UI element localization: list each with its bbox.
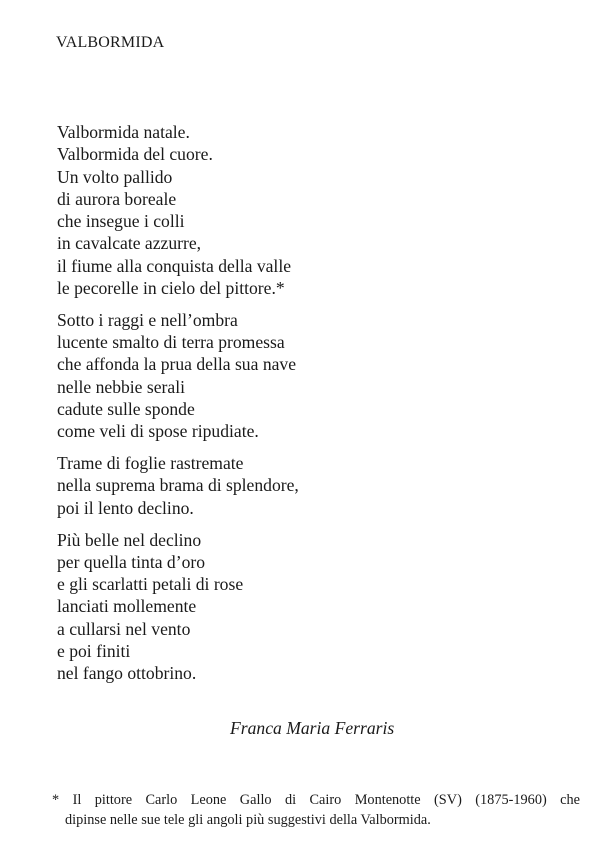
footnote-line-1: * Il pittore Carlo Leone Gallo di Cairo Montenotte (SV) (1875-1960) che [52, 792, 580, 808]
poem-line: in cavalcate azzurre, [57, 233, 202, 254]
poem-line: lucente smalto di terra promessa [57, 332, 285, 353]
poem-line: Sotto i raggi e nell’ombra [57, 309, 238, 330]
poem-line: a cullarsi nel vento [57, 618, 191, 639]
poem-line: lanciati mollemente [57, 596, 197, 617]
stanza-3 [57, 452, 477, 519]
poem-line: nella suprema brama di splendore, [57, 475, 299, 496]
stanza-1 [57, 121, 477, 299]
poem-line: cadute sulle sponde [57, 399, 195, 420]
stanza-2 [57, 309, 477, 443]
poem-line: per quella tinta d’oro [57, 551, 206, 572]
poem-line: come veli di spose ripudiate. [57, 421, 259, 442]
poem-line: Valbormida natale. [57, 122, 190, 142]
poem-line: che insegue i colli [57, 211, 185, 232]
poem-line: di aurora boreale [57, 188, 177, 209]
poem-line: Valbormida del cuore. [57, 144, 213, 165]
footnote [52, 791, 580, 830]
poem-line: e poi finiti [57, 641, 131, 662]
footnote-line-2: dipinse nelle sue tele gli angoli più suggestivi della Valbormida. [65, 811, 431, 828]
poem-line: e gli scarlatti petali di rose [57, 574, 244, 595]
poem-line: Più belle nel declino [57, 529, 202, 550]
poem-line: nel fango ottobrino. [57, 663, 197, 684]
poem-line: Un volto pallido [57, 166, 173, 187]
stanza-4 [57, 529, 477, 685]
poem-body [57, 121, 477, 694]
poem-line: che affonda la prua della sua nave [57, 354, 297, 375]
poem-line: le pecorelle in cielo del pittore.* [57, 278, 285, 299]
poem-line: nelle nebbie serali [57, 376, 185, 397]
poem-line: poi il lento declino. [57, 497, 194, 518]
poem-line: Trame di foglie rastremate [57, 453, 244, 474]
poem-title: VALBORMIDA [56, 34, 165, 51]
poem-line: il fiume alla conquista della valle [57, 255, 292, 276]
author-signature: Franca Maria Ferraris [230, 718, 395, 738]
